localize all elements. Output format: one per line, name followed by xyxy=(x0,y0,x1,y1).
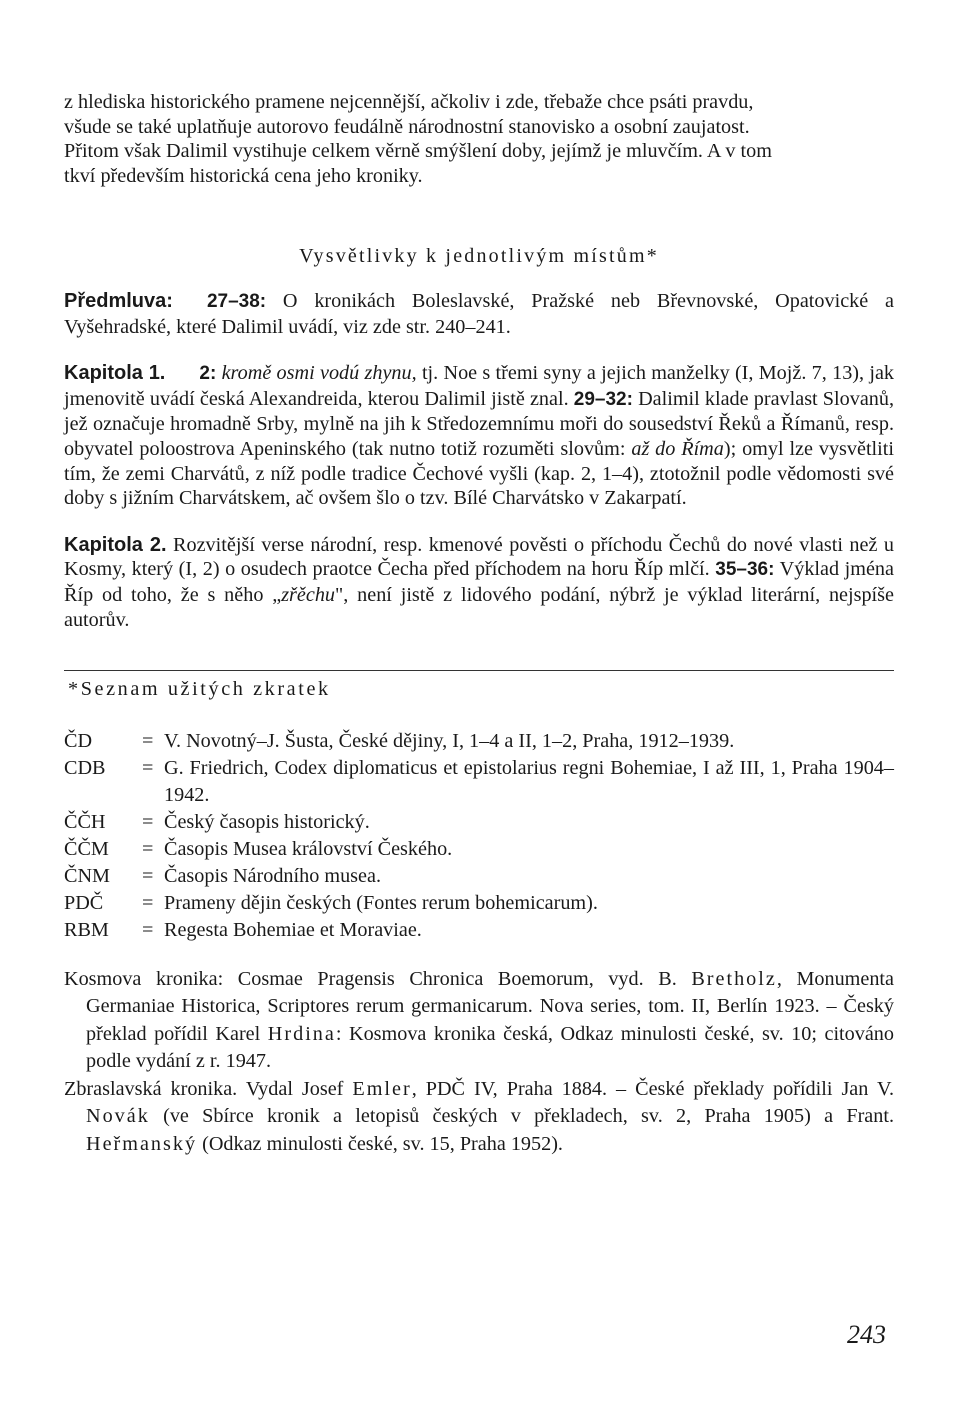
abbreviation-eq: = xyxy=(142,837,154,860)
abbreviation-value: Regesta Bohemiae et Moraviae. xyxy=(164,918,422,941)
predmluva-label: Předmluva: xyxy=(64,289,173,312)
page-number: 243 xyxy=(847,1320,886,1349)
reference-entry xyxy=(64,1076,894,1159)
abbreviation-row xyxy=(64,728,894,755)
kapitola1-label: Kapitola 1. xyxy=(64,362,166,385)
reference-text: , PDČ IV, Praha 1884. – České překlady pořídili Jan V. xyxy=(411,1077,894,1100)
verse-ref: 2: xyxy=(199,363,217,385)
references-list xyxy=(64,966,894,1159)
abbreviation-eq: = xyxy=(142,810,154,833)
abbreviation-eq: = xyxy=(142,729,154,752)
quote-italic: až do Říma xyxy=(631,437,724,460)
kapitola2-label: Kapitola 2. xyxy=(64,533,167,556)
author-name: Emler xyxy=(352,1077,412,1100)
author-name: Hrdina xyxy=(267,1022,336,1045)
abbreviation-key: PDČ xyxy=(64,891,104,914)
kapitola1-text: tj. Noe s třemi syny a jejich manželky (I, Mojž. 7, 13), jak jmenovitě uvádí česká Alexandreida, kterou Dalimil jistě znal. xyxy=(64,362,895,410)
abbreviation-eq: = xyxy=(142,756,154,779)
section-heading: Vysvětlivky k jednotlivým místům* xyxy=(299,245,659,268)
kapitola1-paragraph xyxy=(64,361,894,511)
intro-line: tkví především historická cena jeho kroniky. xyxy=(64,164,423,187)
abbreviation-eq: = xyxy=(142,891,154,914)
predmluva-paragraph xyxy=(64,289,894,339)
reference-entry xyxy=(64,966,894,1076)
abbreviation-key: ČČM xyxy=(64,837,109,860)
reference-text: (Odkaz minulosti české, sv. 15, Praha 1952). xyxy=(197,1132,563,1155)
abbreviation-row xyxy=(64,890,894,917)
abbreviation-value: V. Novotný–J. Šusta, České dějiny, I, 1–4 a II, 1–2, Praha, 1912–1939. xyxy=(164,729,735,752)
abbreviation-row xyxy=(64,863,894,890)
kapitola2-text: Rozvitější verse národní, resp. kmenové pověsti o příchodu Čechů do nové vlasti než u Kosmy, který (I, 2) o osudech praotce Čecha před příchodem na horu Říp mlčí. xyxy=(64,533,894,581)
abbreviation-key: CDB xyxy=(64,756,106,779)
abbreviation-value: G. Friedrich, Codex diplomaticus et epistolarius regni Bohemiae, I až III, 1, Praha 1904–1942. xyxy=(164,756,894,806)
intro-line: z hlediska historického pramene nejcennější, ačkoliv i zde, třebaže chce psáti pravdu, xyxy=(64,91,754,113)
verse-ref: 27–38: xyxy=(206,290,267,312)
author-name: Novák xyxy=(86,1105,150,1128)
abbreviations-title: *Seznam užitých zkratek xyxy=(68,678,331,701)
reference-text: (ve Sbírce kronik a letopisů českých v překladech, sv. 2, Praha 1905) a Frant. xyxy=(149,1105,894,1128)
predmluva-text: O kronikách Boleslavské, Pražské neb Břevnovské, Opatovické a Vyšehradské, které Dalimil uvádí, viz zde str. 240–241. xyxy=(64,289,894,338)
abbreviation-key: ČNM xyxy=(64,864,110,887)
abbreviation-value: Časopis Musea království Českého. xyxy=(164,837,453,860)
abbreviation-eq: = xyxy=(142,918,154,941)
quote-italic: kromě osmi vodú zhynu, xyxy=(221,362,417,385)
reference-text: : Kosmova kronika česká, Odkaz minulosti české, sv. 10; citováno podle vydání z r. 1947. xyxy=(86,1022,894,1073)
abbreviation-row xyxy=(64,917,894,944)
reference-text: , Monumenta Germaniae Historica, Scriptores rerum germanicarum. Nova series, tom. II, Berlín 1923. – Český překlad pořídil Karel xyxy=(86,967,894,1045)
author-name: Bretholz xyxy=(691,967,777,990)
kapitola2-text: ", není jistě z lidového podání, nýbrž je výklad literární, nejspíše autorův. xyxy=(64,583,894,631)
page-body xyxy=(64,82,894,1158)
abbreviation-key: RBM xyxy=(64,918,109,941)
abbreviation-row xyxy=(64,755,894,809)
kapitola2-paragraph xyxy=(64,533,894,632)
intro-line: všude se také uplatňuje autorovo feudálně národnostní stanovisko a osobní zaujatost. xyxy=(64,115,750,138)
verse-ref: 35–36: xyxy=(715,559,775,581)
abbreviation-value: Prameny dějin českých (Fontes rerum bohemicarum). xyxy=(164,891,598,914)
abbreviation-eq: = xyxy=(142,864,154,887)
verse-ref: 29–32: xyxy=(573,388,633,410)
author-name: Heřmanský xyxy=(86,1132,198,1155)
abbreviations-table xyxy=(64,728,894,944)
kapitola1-text: ); omyl lze vysvětliti tím, že zemi Charvátů, z níž podle tradice Čechové vyšli (kap. 2, 1–4), ztotožnil podle vědomosti své doby s jižním Charvátskem, ač ovšem šlo o tzv. Bílé Charvátsko v Zakarpatí. xyxy=(64,437,894,510)
abbreviation-value: Časopis Národního musea. xyxy=(164,864,381,887)
abbreviation-value: Český časopis historický. xyxy=(164,810,370,833)
intro-paragraph xyxy=(64,90,894,188)
kapitola1-text: Dalimil klade pravlast Slovanů, jež označuje hromadně Srby, mylně na jih k Středozemnímu moři do sousedství Řeků a Římanů, resp. obyvatel poloostrova Apeninského (tak nutno totiž rozuměti slovům: xyxy=(64,387,895,460)
footnote-divider xyxy=(64,670,894,671)
reference-text: Zbraslavská kronika. Vydal Josef xyxy=(64,1077,353,1100)
abbreviation-row xyxy=(64,809,894,836)
abbreviation-row xyxy=(64,836,894,863)
abbreviation-key: ČČH xyxy=(64,810,106,833)
abbreviation-key: ČD xyxy=(64,729,93,752)
quote-italic: zřěchu xyxy=(281,583,336,606)
intro-line: Přitom však Dalimil vystihuje celkem věrně smýšlení doby, jejímž je mluvčím. A v tom xyxy=(64,140,772,163)
kapitola2-text: Výklad jména Říp od toho, že s něho „ xyxy=(64,558,894,606)
reference-text: Kosmova kronika: Cosmae Pragensis Chronica Boemorum, vyd. B. xyxy=(64,967,692,990)
